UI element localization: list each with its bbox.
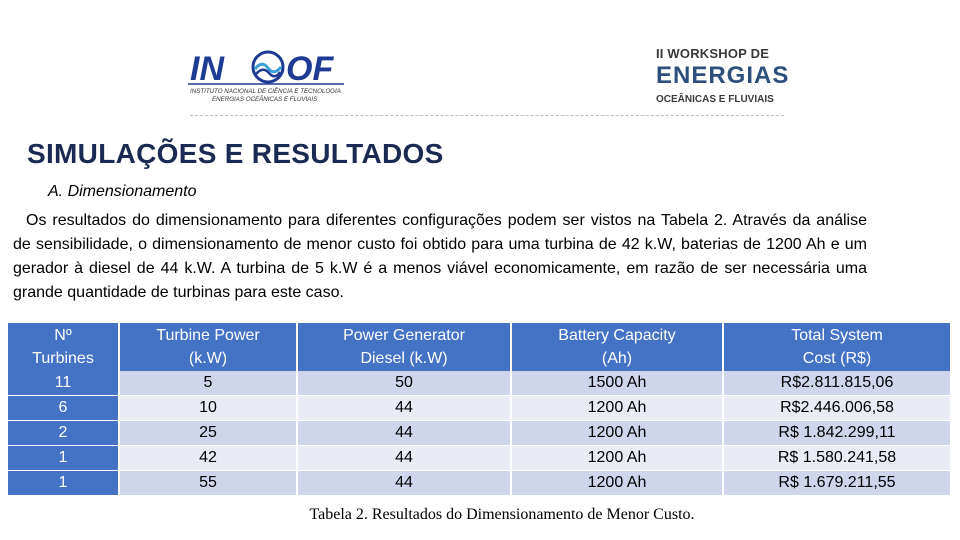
cell-turbine-power: 42 <box>120 446 298 471</box>
cell-generator-power: 50 <box>298 371 512 396</box>
logo-brand-of: OF <box>286 50 334 88</box>
ineof-logo <box>188 48 348 104</box>
cell-battery: 1500 Ah <box>512 371 724 396</box>
table-row <box>8 396 952 421</box>
logo-brand-in: IN <box>190 50 224 88</box>
table-row <box>8 471 952 496</box>
wave-logo-icon <box>188 48 348 104</box>
workshop-line-2: ENERGIAS <box>656 62 790 89</box>
cell-cost: R$2.811.815,06 <box>724 371 952 396</box>
table-row <box>8 446 952 471</box>
cell-turbine-power: 55 <box>120 471 298 496</box>
table-header-row <box>8 323 952 371</box>
cell-cost: R$ 1.842.299,11 <box>724 421 952 446</box>
cell-turbines: 1 <box>8 446 120 471</box>
table-caption: Tabela 2. Resultados do Dimensionamento de Menor Custo. <box>309 506 695 523</box>
header-divider <box>190 115 784 116</box>
cell-generator-power: 44 <box>298 471 512 496</box>
workshop-logo <box>656 46 796 108</box>
cell-turbine-power: 5 <box>120 371 298 396</box>
cell-battery: 1200 Ah <box>512 396 724 421</box>
header-generator-power: Power Generator Diesel (k.W) <box>298 323 512 371</box>
logo-tagline-2: ENERGIAS OCEÂNICAS E FLUVIAIS <box>212 96 318 103</box>
cell-generator-power: 44 <box>298 446 512 471</box>
header-total-cost: Total System Cost (R$) <box>724 323 952 371</box>
cell-turbines: 2 <box>8 421 120 446</box>
cell-generator-power: 44 <box>298 396 512 421</box>
results-paragraph: Os resultados do dimensionamento para diferentes configurações podem ser vistos na Tabela 2. Através da análise de sensibilidade, o dimensionamento de menor custo foi obtido para uma turbina de 42 k.W, baterias de 1200 Ah e um gerador à diesel de 44 k.W. A turbina de 5 k.W é a menos viável economicamente, em razão de ser necessária uma grande quantidade de turbinas para este caso. <box>13 212 867 301</box>
workshop-line-1: II WORKSHOP DE <box>656 46 770 61</box>
cell-cost: R$2.446.006,58 <box>724 396 952 421</box>
cell-turbines: 11 <box>8 371 120 396</box>
cell-turbine-power: 10 <box>120 396 298 421</box>
header-turbine-power: Turbine Power (k.W) <box>120 323 298 371</box>
cell-cost: R$ 1.679.211,55 <box>724 471 952 496</box>
cell-turbines: 6 <box>8 396 120 421</box>
cell-turbine-power: 25 <box>120 421 298 446</box>
cell-cost: R$ 1.580.241,58 <box>724 446 952 471</box>
cell-battery: 1200 Ah <box>512 421 724 446</box>
table-row <box>8 371 952 396</box>
cell-battery: 1200 Ah <box>512 446 724 471</box>
section-subtitle: A. Dimensionamento <box>48 183 197 200</box>
table-row <box>8 421 952 446</box>
results-table <box>8 323 952 496</box>
logo-tagline-1: INSTITUTO NACIONAL DE CIÊNCIA E TECNOLOGIA <box>190 88 341 95</box>
cell-generator-power: 44 <box>298 421 512 446</box>
cell-battery: 1200 Ah <box>512 471 724 496</box>
slide-title: SIMULAÇÕES E RESULTADOS <box>27 138 444 169</box>
cell-turbines: 1 <box>8 471 120 496</box>
header-battery-capacity: Battery Capacity (Ah) <box>512 323 724 371</box>
header-turbines: Nº Turbines <box>8 323 120 371</box>
workshop-line-3: OCEÂNICAS E FLUVIAIS <box>656 94 774 105</box>
